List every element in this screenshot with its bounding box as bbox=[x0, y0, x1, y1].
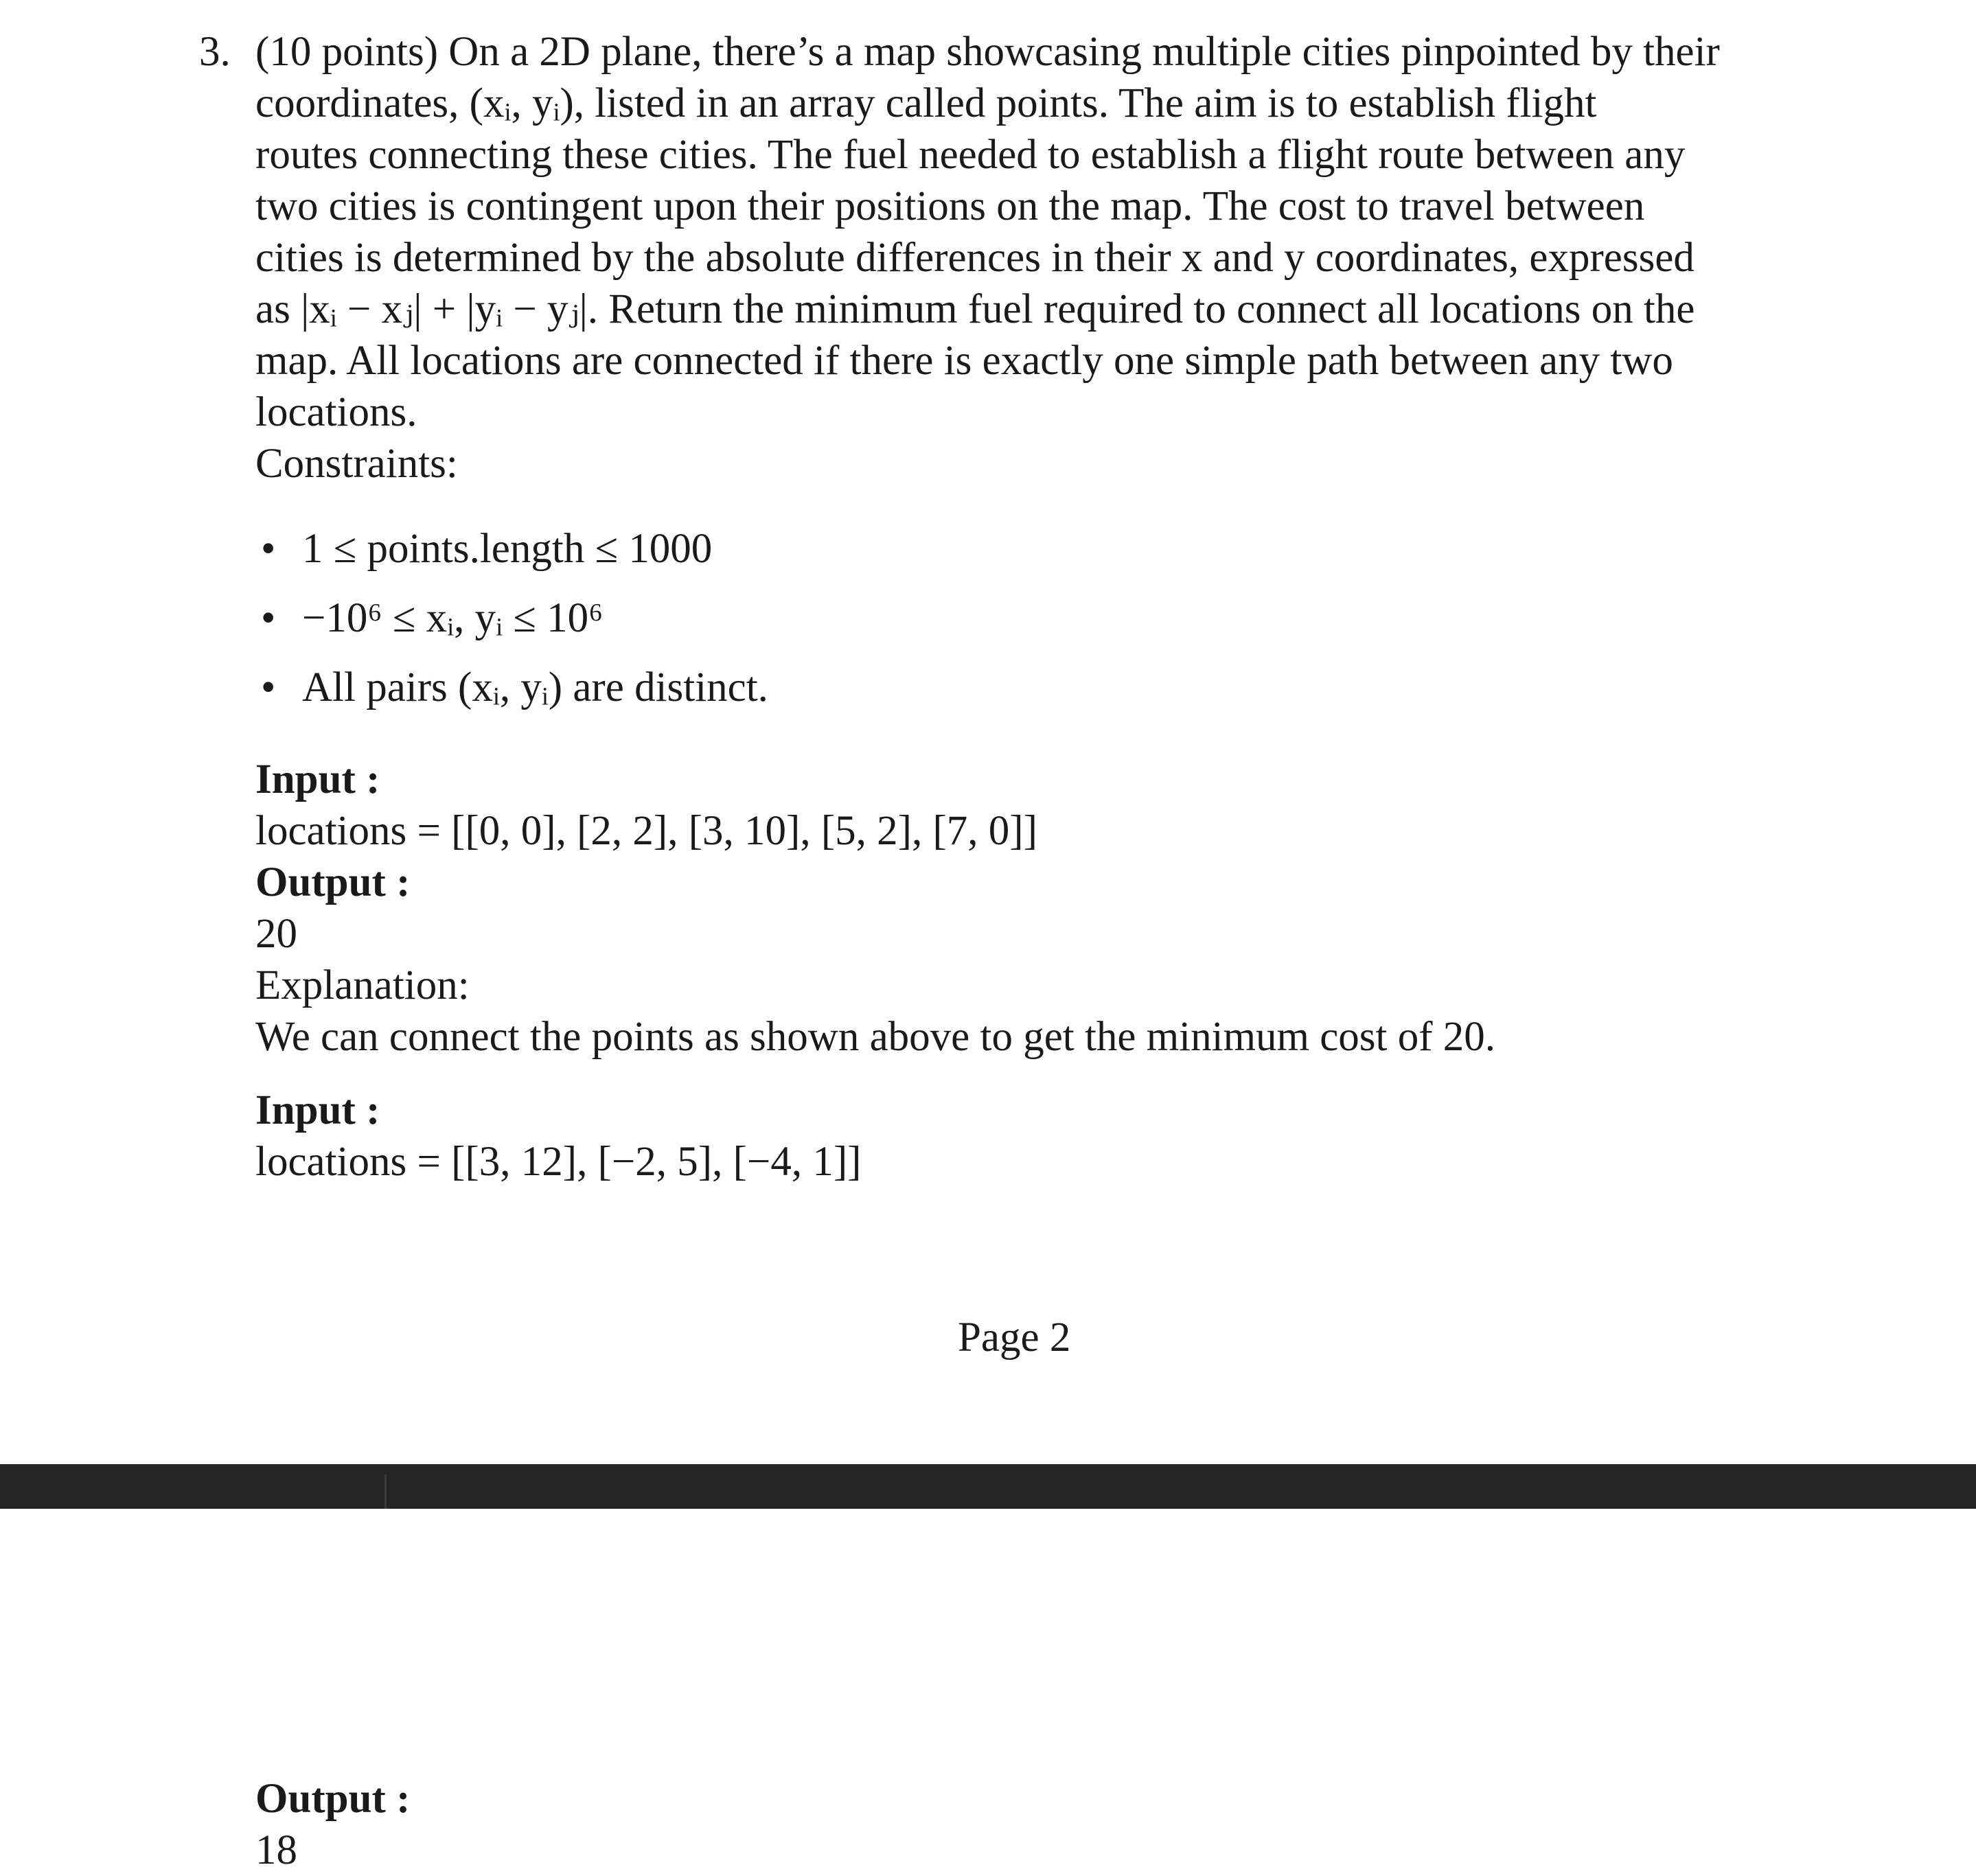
problem-line: routes connecting these cities. The fuel needed to establish a flight route between any bbox=[255, 132, 1686, 178]
problem-number: 3. bbox=[199, 29, 231, 75]
example2-output-value: 18 bbox=[255, 1827, 297, 1873]
page-number: Page 2 bbox=[958, 1315, 1071, 1360]
problem-line: coordinates, (xᵢ, yᵢ), listed in an array called points. The aim is to establish flight bbox=[255, 80, 1597, 126]
example2-input bbox=[255, 1085, 861, 1188]
example2-input-value: locations = [[3, 12], [−2, 5], [−4, 1]] bbox=[255, 1139, 862, 1185]
example1-explanation-text: We can connect the points as shown above to get the minimum cost of 20. bbox=[255, 1014, 1496, 1060]
constraints-label: Constraints: bbox=[255, 441, 458, 487]
separator-divider bbox=[384, 1474, 387, 1509]
constraint-item bbox=[261, 592, 768, 662]
example1 bbox=[255, 754, 1495, 1063]
constraint-text: −10⁶ ≤ xᵢ, yᵢ ≤ 10⁶ bbox=[302, 595, 604, 641]
constraint-text: 1 ≤ points.length ≤ 1000 bbox=[302, 526, 713, 572]
constraint-item bbox=[261, 662, 768, 731]
example2-input-label: Input : bbox=[255, 1087, 380, 1133]
problem-line: two cities is contingent upon their positions on the map. The cost to travel between bbox=[255, 183, 1645, 229]
example1-output-label: Output : bbox=[255, 859, 411, 905]
problem-line: (10 points) On a 2D plane, there’s a map showcasing multiple cities pinpointed by their bbox=[255, 29, 1720, 75]
example1-explanation-label: Explanation: bbox=[255, 962, 470, 1008]
page-separator-band bbox=[0, 1464, 1976, 1509]
constraint-item bbox=[261, 523, 768, 592]
example1-input-value: locations = [[0, 0], [2, 2], [3, 10], [5, 2], [7, 0]] bbox=[255, 808, 1037, 854]
example1-input-label: Input : bbox=[255, 756, 380, 802]
constraints-list bbox=[261, 523, 768, 731]
example1-output-value: 20 bbox=[255, 911, 297, 957]
problem-line: cities is determined by the absolute differences in their x and y coordinates, expressed bbox=[255, 235, 1694, 281]
problem-body bbox=[255, 26, 1917, 489]
document-page-next bbox=[0, 1509, 1976, 1875]
problem-line: map. All locations are connected if there is exactly one simple path between any two bbox=[255, 338, 1673, 384]
bullet-icon: • bbox=[261, 526, 276, 572]
constraint-text: All pairs (xᵢ, yᵢ) are distinct. bbox=[302, 664, 768, 710]
problem-line: as |xᵢ − xⱼ| + |yᵢ − yⱼ|. Return the minimum fuel required to connect all locations on the bbox=[255, 286, 1695, 332]
example2-output-label: Output : bbox=[255, 1776, 411, 1822]
bullet-icon: • bbox=[261, 595, 276, 641]
example2-output bbox=[255, 1773, 410, 1876]
problem-line: locations. bbox=[255, 389, 417, 435]
bullet-icon: • bbox=[261, 664, 276, 710]
